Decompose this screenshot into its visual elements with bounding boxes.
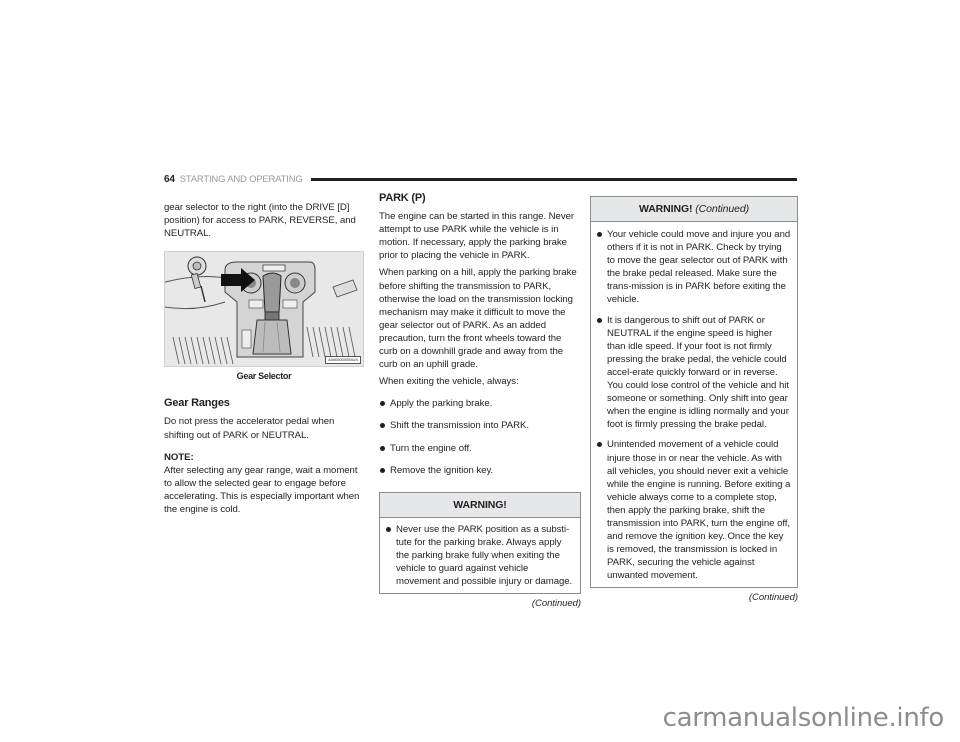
list-item: Remove the ignition key. (379, 464, 581, 477)
list-item: Shift the transmission into PARK. (379, 419, 581, 432)
middle-column (379, 192, 581, 610)
warning-body (380, 518, 580, 593)
warning-item: It is dangerous to shift out of PARK or NEUTRAL if the engine speed is higher than idle speed. If your foot is not firmly pressing the brake pedal, the vehicle could accel-erate quickly forward or in reverse. You could lose control of the vehicle and hit someone or something. Only shift into gear when the engine is idling normally and your foot is firmly pressing the brake pedal. (596, 314, 791, 432)
exit-checklist (379, 397, 581, 476)
gear-ranges-text: Do not press the accelerator pedal when shifting out of PARK or NEUTRAL. (164, 416, 335, 441)
warning-item: Unintended movement of a vehicle could injure those in or near the vehicle. As with all vehicles, you should never exit a vehicle while the engine is running. Before exiting a vehicle always come to a complete stop, then apply the parking brake, shift the transmission into PARK, turn the engine off, and remove the ignition key. Once the key is removed, the transmission is locked in PARK, securing the vehicle against unwanted movement. (596, 438, 791, 582)
note-label: NOTE: (164, 451, 194, 463)
watermark-link[interactable]: carmanualsonline.info (662, 703, 944, 733)
header-rule (311, 178, 797, 181)
list-item: Apply the parking brake. (379, 397, 581, 410)
warning-title-text: WARNING! (453, 498, 507, 511)
page-number: 64 (164, 173, 175, 185)
warning-item: Never use the PARK position as a substi-tute for the parking brake. Always apply the parking brake fully when exiting the vehicle to guard against vehicle movement and possible injury or damage. (385, 523, 574, 588)
warning-continued-box (590, 196, 798, 588)
section-title: STARTING AND OPERATING (179, 173, 303, 185)
continued-label: (Continued) (531, 598, 581, 610)
left-column (164, 201, 364, 520)
park-heading: PARK (P) (379, 192, 426, 204)
warning-item: Your vehicle could move and injure you and others if it is not in PARK. Check by trying to move the gear selector out of PARK with the brake pedal released. Make sure the trans-mission is in PARK before exiting the vehicle. (596, 228, 791, 307)
gear-ranges-heading: Gear Ranges (164, 397, 230, 410)
continued-label: (Continued) (748, 592, 798, 604)
right-column (590, 196, 798, 605)
list-item: Turn the engine off. (379, 442, 581, 455)
warning-box (379, 492, 581, 594)
warning-title-suffix: (Continued) (695, 203, 750, 215)
warning-body (591, 222, 797, 587)
park-paragraph: The engine can be started in this range. Never attempt to use PARK while the vehicle is in motion. If necessary, apply the parking brake prior to placing the vehicle in PARK. (379, 211, 575, 262)
warning-title-text: WARNING! (638, 203, 693, 215)
warning-title (591, 197, 797, 222)
figure-caption: Gear Selector (236, 371, 292, 382)
warning-title (380, 493, 580, 518)
page-header (164, 172, 797, 186)
gear-selector-illustration (165, 252, 364, 367)
gear-selector-figure (164, 251, 364, 367)
figure-code: A0606000058US (325, 356, 361, 364)
park-paragraph: When parking on a hill, apply the parking brake before shifting the transmission to PARK, otherwise the load on the transmission locking mechanism may make it difficult to move the gear selector out of PARK. As an added precaution, turn the front wheels toward the curb on a downhill grade and away from the curb on an uphill grade. (379, 267, 577, 371)
intro-text: gear selector to the right (into the DRIVE [D] position) for access to PARK, REVERSE, and NEUTRAL. (164, 202, 356, 240)
park-paragraph: When exiting the vehicle, always: (379, 376, 519, 388)
note-text: After selecting any gear range, wait a moment to allow the selected gear to engage before accelerating. This is especially important when the engine is cold. (164, 464, 360, 516)
